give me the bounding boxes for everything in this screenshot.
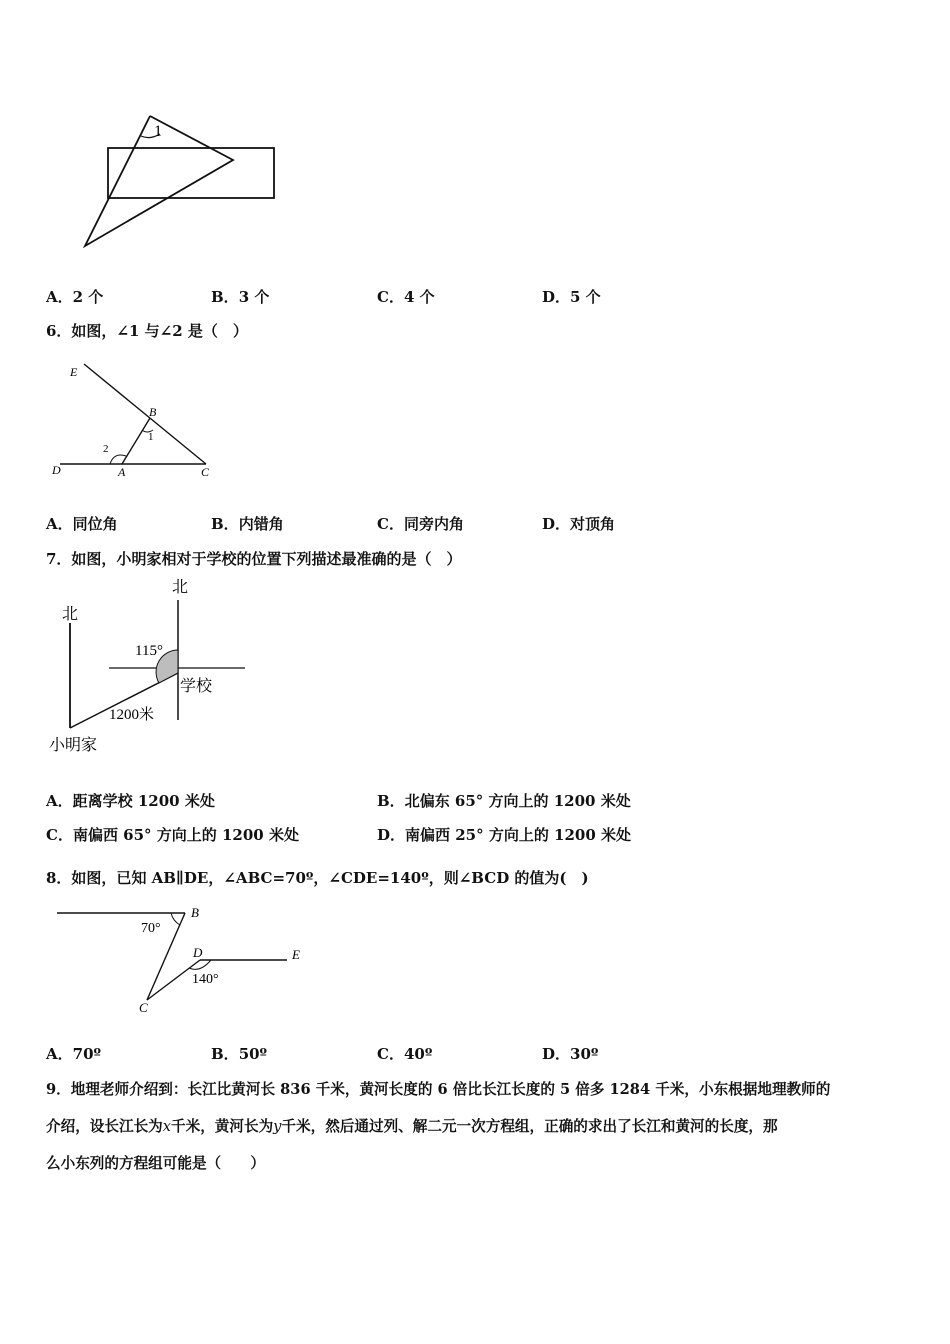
q5-option-b[interactable] xyxy=(211,286,269,307)
q8-stem: 8．如图，已知 AB∥DE，∠ABC=70º，∠CDE=140º，则∠BCD 的值为( ) xyxy=(46,869,589,887)
q5-figure xyxy=(80,110,280,250)
angle-140: 140° xyxy=(192,972,219,987)
option-letter: C． xyxy=(377,1045,404,1063)
q8-option-d[interactable] xyxy=(542,1043,598,1064)
option-text: 对顶角 xyxy=(570,515,616,533)
option-letter: A． xyxy=(46,515,73,533)
q5-option-c[interactable] xyxy=(377,286,435,307)
option-letter: B． xyxy=(211,288,239,306)
option-text: 北偏东 65° 方向上的 1200 米处 xyxy=(404,792,631,810)
var-y: y xyxy=(273,1118,282,1135)
option-letter: A． xyxy=(46,288,73,306)
q7-option-c[interactable] xyxy=(46,824,299,845)
q5-option-d[interactable] xyxy=(542,286,601,307)
label-c: C xyxy=(139,1000,148,1015)
option-letter: D． xyxy=(542,288,571,306)
home-label: 小明家 xyxy=(49,737,98,754)
label-c: C xyxy=(201,465,210,479)
option-text: 5 个 xyxy=(570,288,601,306)
q7-option-a[interactable] xyxy=(46,790,215,811)
option-letter: A． xyxy=(46,792,73,810)
label-e: E xyxy=(70,365,78,379)
q8-option-b[interactable] xyxy=(211,1043,267,1064)
label-d: D xyxy=(193,945,203,960)
option-text: 同旁内角 xyxy=(403,515,464,533)
q5-option-a[interactable] xyxy=(46,286,103,307)
q7-stem: 7．如图，小明家相对于学校的位置下列描述最准确的是（ ） xyxy=(46,550,462,568)
option-letter: D． xyxy=(542,515,571,533)
option-text: 内错角 xyxy=(238,515,284,533)
q9-line-2 xyxy=(46,1115,778,1136)
option-text: 4 个 xyxy=(403,288,435,306)
q9-line-3: 么小东列的方程组可能是（ ） xyxy=(46,1155,265,1172)
option-letter: D． xyxy=(542,1045,571,1063)
option-text: 3 个 xyxy=(238,288,270,306)
option-text: 南偏西 25° 方向上的 1200 米处 xyxy=(405,826,632,844)
q7-option-d[interactable] xyxy=(377,824,631,845)
option-letter: A． xyxy=(46,1045,73,1063)
q6-figure xyxy=(48,360,223,480)
option-text: 30º xyxy=(570,1045,599,1063)
angle-label-1: 1 xyxy=(154,123,162,140)
label-b: B xyxy=(191,905,199,920)
label-a: A xyxy=(118,465,126,479)
option-letter: D． xyxy=(377,826,406,844)
distance-label: 1200米 xyxy=(109,707,155,723)
option-letter: B． xyxy=(377,792,405,810)
q6-stem: 6．如图，∠1 与∠2 是（ ） xyxy=(46,322,248,340)
option-letter: C． xyxy=(46,826,73,844)
label-b: B xyxy=(149,405,157,419)
rectangle xyxy=(108,148,274,198)
option-letter: C． xyxy=(377,288,404,306)
label-angle-1: 1 xyxy=(148,431,154,443)
q6-option-b[interactable] xyxy=(211,513,284,534)
label-e: E xyxy=(292,947,300,962)
option-text: 2 个 xyxy=(72,288,104,306)
option-text: 70º xyxy=(72,1045,102,1063)
q7-option-b[interactable] xyxy=(377,790,631,811)
q9-line-2-c: 千米，然后通过列、解二元一次方程组，正确的求出了长江和黄河的长度，那 xyxy=(281,1118,778,1135)
label-d: D xyxy=(52,463,61,477)
q7-figure xyxy=(45,575,255,760)
q8-figure xyxy=(55,905,310,1020)
label-angle-2: 2 xyxy=(103,443,109,455)
q6-option-a[interactable] xyxy=(46,513,118,534)
option-text: 距离学校 1200 米处 xyxy=(72,792,215,810)
q6-option-d[interactable] xyxy=(542,513,615,534)
option-text: 同位角 xyxy=(72,515,118,533)
q8-option-a[interactable] xyxy=(46,1043,101,1064)
north-top: 北 xyxy=(172,579,189,596)
q9-line-2-b: 千米，黄河长为 xyxy=(171,1118,274,1135)
option-text: 南偏西 65° 方向上的 1200 米处 xyxy=(72,826,299,844)
q9-line-1: 9．地理老师介绍到：长江比黄河长 836 千米，黄河长度的 6 倍比长江长度的 5 倍多 1284 千米，小东根据地理教师的 xyxy=(46,1081,831,1098)
option-letter: B． xyxy=(211,515,239,533)
option-letter: C． xyxy=(377,515,404,533)
q8-option-c[interactable] xyxy=(377,1043,432,1064)
angle-115: 115° xyxy=(135,643,163,659)
north-left: 北 xyxy=(62,606,79,623)
q9-line-2-a: 介绍，设长江长为 xyxy=(46,1118,163,1135)
var-x: x xyxy=(162,1118,171,1135)
angle-70: 70° xyxy=(141,921,161,936)
q6-option-c[interactable] xyxy=(377,513,464,534)
option-text: 40º xyxy=(403,1045,433,1063)
school-label: 学校 xyxy=(180,678,213,695)
option-text: 50º xyxy=(238,1045,268,1063)
option-letter: B． xyxy=(211,1045,239,1063)
